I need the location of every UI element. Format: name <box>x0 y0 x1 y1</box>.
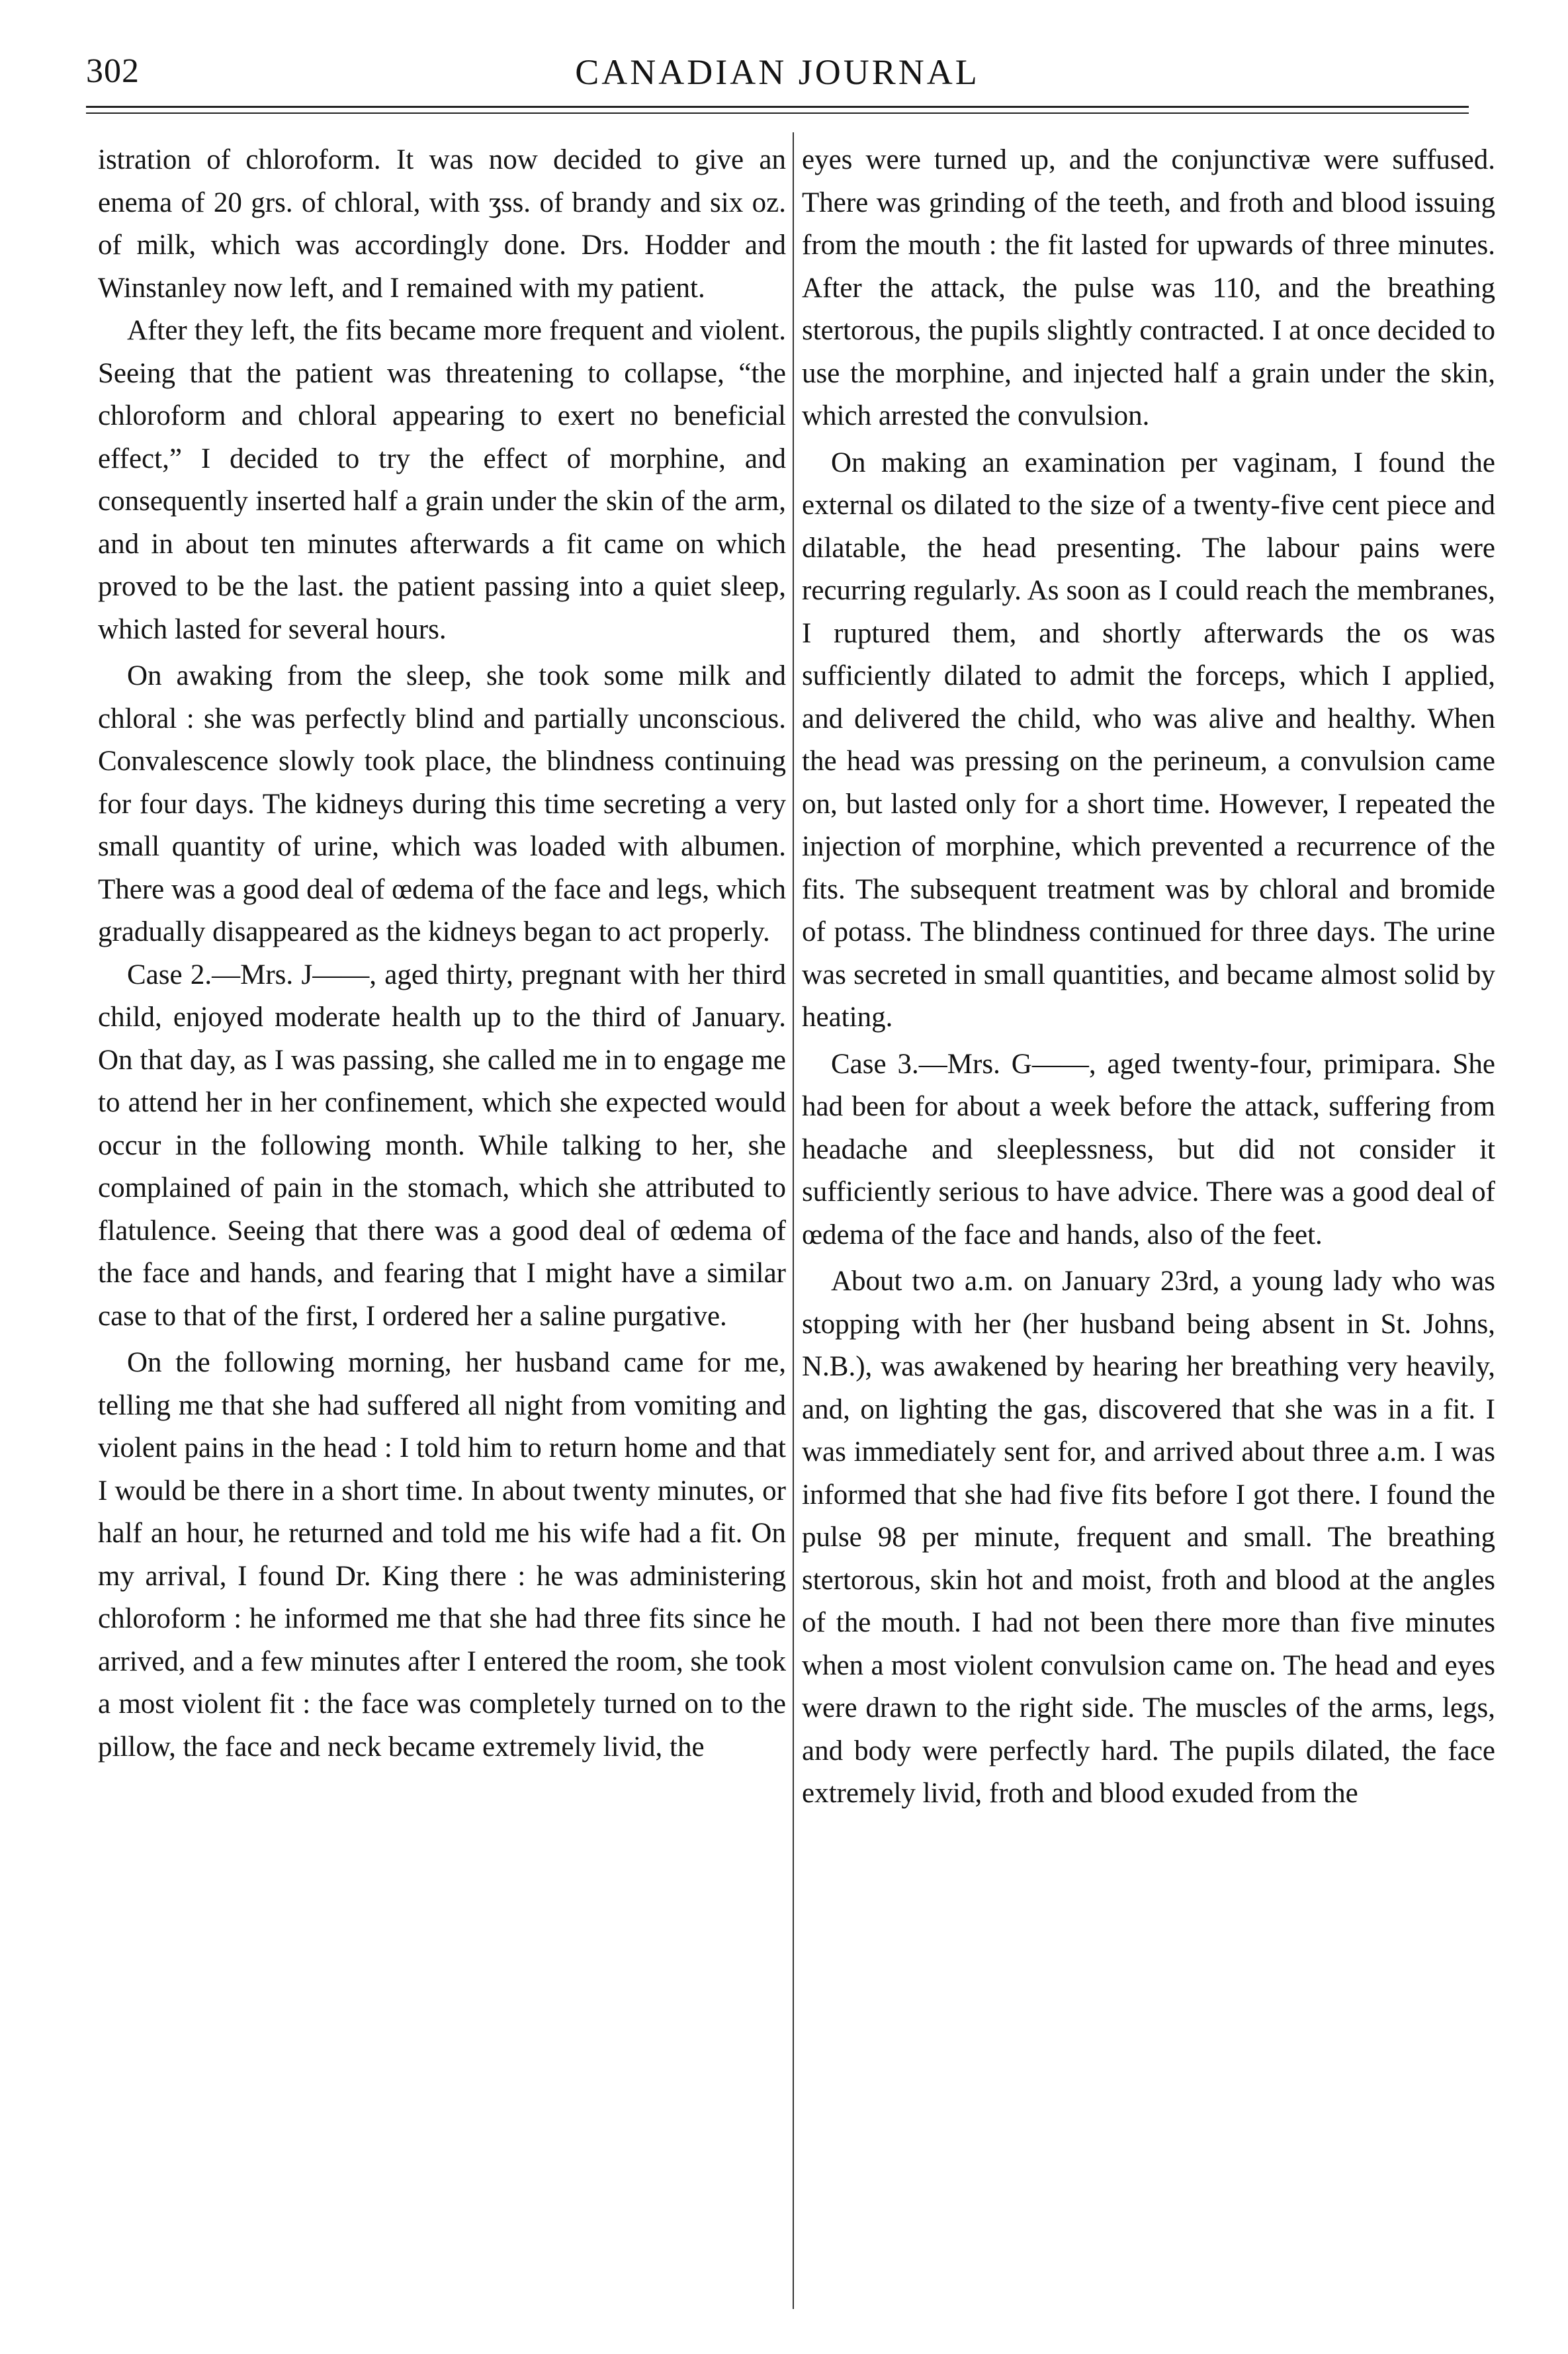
right-paragraph-3: Case 3.—Mrs. G——, aged twenty-four, primipara. She had been for about a week before the attack, suffering from headache and sleeplessness, but did not consider it sufficiently serious to have advice. There was a good deal of œdema of the face and hands, also of the feet. <box>802 1048 1495 1250</box>
left-paragraph-4: Case 2.—Mrs. J——, aged thirty, pregnant with her third child, enjoyed moderate health up to the third of January. On that day, as I was passing, she called me in to engage me to attend her in her confinement, which she expected would occur in the following month. While talking to her, she complained of pain in the stomach, which she attributed to flatulence. Seeing that there was a good deal of œdema of the face and hands, and fearing that I might have a similar case to that of the first, I ordered her a saline purgative. <box>98 959 786 1332</box>
left-column <box>98 139 786 1768</box>
running-head: CANADIAN JOURNAL <box>575 52 980 92</box>
right-paragraph-1: eyes were turned up, and the conjunctivæ were suffused. There was grinding of the teeth, and froth and blood issuing from the mouth : the fit lasted for upwards of three minutes. After the attack, the pulse was 110, and the breathing stertorous, the pupils slightly contracted. I at once decided to use the morphine, and injected half a grain under the skin, which arrested the convulsion. <box>802 144 1495 431</box>
header-rule <box>86 106 1469 108</box>
page-header <box>86 48 1469 101</box>
right-paragraph-4: About two a.m. on January 23rd, a young lady who was stopping with her (her husband being absent in St. Johns, N.B.), was awakened by hearing her breathing very heavily, and, on lighting the gas, discovered that she was in a fit. I was immediately sent for, and arrived about three a.m. I was informed that she had five fits before I got there. I found the pulse 98 per minute, frequent and small. The breathing stertorous, skin hot and moist, froth and blood at the angles of the mouth. I had not been there more than five minutes when a most violent convulsion came on. The head and eyes were drawn to the right side. The muscles of the arms, legs, and body were perfectly hard. The pupils dilated, the face extremely livid, froth and blood exuded from the <box>802 1266 1495 1809</box>
column-divider <box>793 132 794 2309</box>
left-paragraph-2: After they left, the fits became more frequent and violent. Seeing that the patient was threatening to collapse, “the chloroform and chloral appearing to exert no beneficial effect,” I decided to try the effect of morphine, and consequently inserted half a grain under the skin of the arm, and in about ten minutes afterwards a fit came on which proved to be the last. the patient passing into a quiet sleep, which lasted for several hours. <box>98 315 786 645</box>
left-paragraph-5: On the following morning, her husband came for me, telling me that she had suffered all night from vomiting and violent pains in the head : I told him to return home and that I would be there in a short time. In about twenty minutes, or half an hour, he returned and told me his wife had a fit. On my arrival, I found Dr. King there : he was administering chloroform : he informed me that she had three fits since he arrived, and a few minutes after I entered the room, she took a most violent fit : the face was completely turned on to the pillow, the face and neck became extremely livid, the <box>98 1347 786 1763</box>
left-paragraph-1: istration of chloroform. It was now decided to give an enema of 20 grs. of chloral, with ʒss. of brandy and six oz. of milk, which was accordingly done. Drs. Hodder and Winstanley now left, and I remained with my patient. <box>98 144 786 304</box>
right-column <box>802 139 1495 1815</box>
header-rule-thin <box>86 112 1469 114</box>
page-number: 302 <box>86 52 140 90</box>
left-paragraph-3: On awaking from the sleep, she took some milk and chloral : she was perfectly blind and partially unconscious. Convalescence slowly took place, the blindness continuing for four days. The kidneys during this time secreting a very small quantity of urine, which was loaded with albumen. There was a good deal of œdema of the face and legs, which gradually disappeared as the kidneys began to act properly. <box>98 660 786 947</box>
right-paragraph-2: On making an examination per vaginam, I found the external os dilated to the size of a twenty-five cent piece and dilatable, the head presenting. The labour pains were recurring regularly. As soon as I could reach the membranes, I ruptured them, and shortly afterwards the os was sufficiently dilated to admit the forceps, which I applied, and delivered the child, who was alive and healthy. When the head was pressing on the perineum, a convulsion came on, but lasted only for a short time. However, I repeated the injection of morphine, which prevented a recurrence of the fits. The subsequent treatment was by chloral and bromide of potass. The blindness continued for three days. The urine was secreted in small quantities, and became almost solid by heating. <box>802 447 1495 1033</box>
